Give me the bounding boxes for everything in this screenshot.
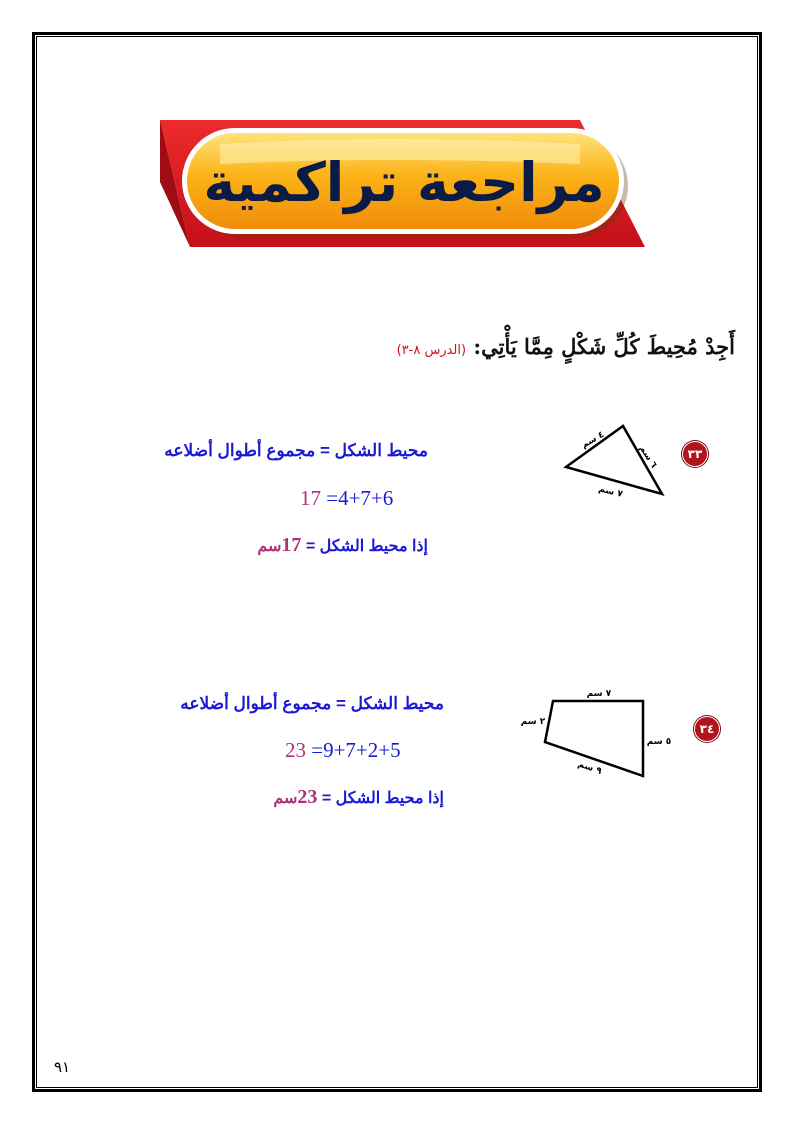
result-unit: سم (257, 538, 282, 555)
perimeter-result (273, 786, 444, 809)
result-prefix: إذا محيط الشكل = (321, 790, 444, 807)
calculation-equation: =9+7+2+5 (311, 738, 401, 762)
problem-number-badge: ٣٤ (694, 716, 720, 742)
triangle-side-label-top: ٤ سم (579, 429, 607, 451)
lesson-reference: (الدرس ٨-٣) (396, 343, 467, 358)
perimeter-rule: محيط الشكل = مجموع أطوال أضلاعه (164, 441, 428, 460)
page-number: ٩١ (54, 1058, 71, 1076)
trapezoid-figure (515, 684, 675, 784)
page-title: مراجعة تراكمية (203, 150, 605, 214)
result-prefix: إذا محيط الشكل = (305, 538, 428, 555)
calculation-total: 23 (285, 738, 306, 762)
triangle-figure (550, 412, 675, 504)
trapezoid-side-label-top: ٧ سم (586, 689, 612, 699)
perimeter-result (257, 534, 428, 557)
trapezoid-side-label-left: ٢ سم (520, 717, 546, 727)
calculation-equation: =4+7+6 (326, 486, 394, 510)
triangle-side-label-bottom: ٧ سم (597, 484, 624, 500)
instruction-main: أَجِدْ مُحِيطَ كُلِّ شَكْلٍ مِمَّا يَأْتِي: (473, 334, 735, 359)
perimeter-rule: محيط الشكل = مجموع أطوال أضلاعه (180, 694, 444, 713)
result-unit: سم (273, 790, 298, 807)
trapezoid-side-label-right: ٥ سم (646, 737, 672, 747)
perimeter-calculation (300, 486, 393, 511)
problem-number-badge: ٣٣ (682, 441, 708, 467)
trapezoid-side-label-bottom: ٩ سم (576, 759, 603, 777)
triangle-side-label-right: ٦ سم (636, 443, 659, 470)
result-value: 17 (281, 534, 302, 556)
result-value: 23 (297, 786, 318, 808)
instruction-text (397, 334, 735, 359)
calculation-total: 17 (300, 486, 321, 510)
perimeter-calculation (285, 738, 401, 763)
